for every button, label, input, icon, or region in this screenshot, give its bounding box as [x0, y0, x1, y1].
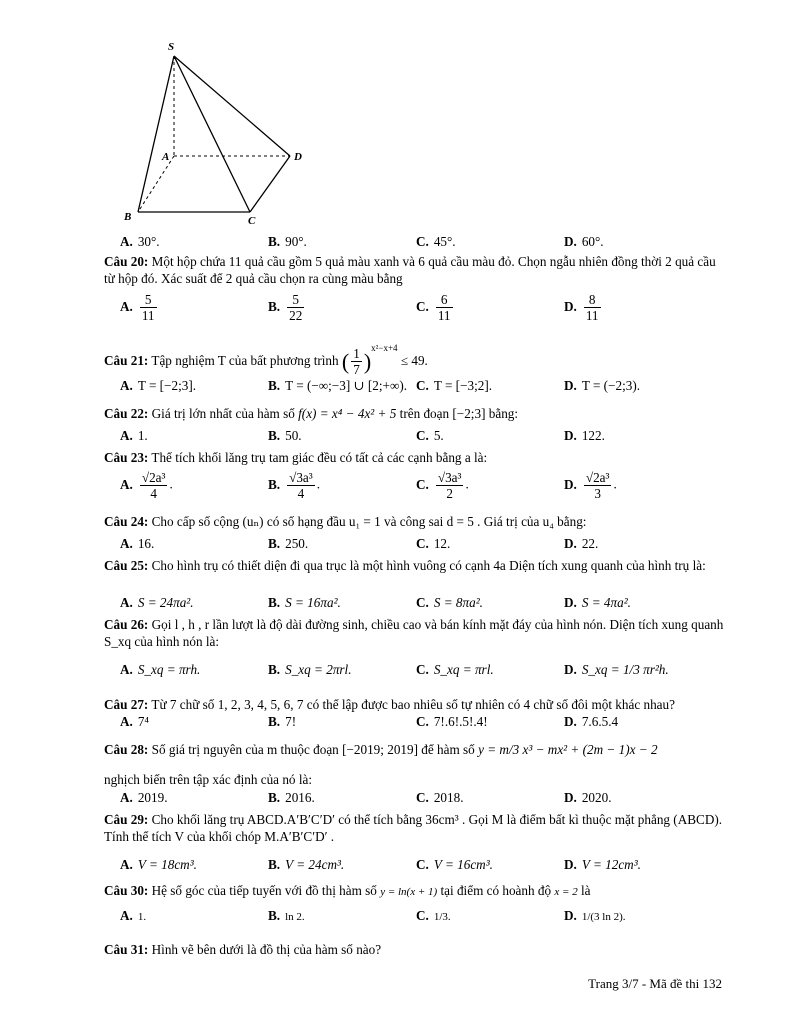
- question-23: Câu 23: Thể tích khối lăng trụ tam giác đều có tất cả các cạnh bằng a là:: [104, 450, 488, 465]
- q29-options: A. V = 18cm³. B. V = 24cm³. C. V = 16cm³. D. V = 12cm³.: [120, 857, 641, 872]
- q28-options: A. 2019. B. 2016. C. 2018. D. 2020.: [120, 790, 612, 805]
- question-22: Câu 22: Giá trị lớn nhất của hàm số f(x) = x⁴ − 4x² + 5 trên đoạn [−2;3] bằng:: [104, 406, 519, 421]
- question-28: Câu 28: Số giá trị nguyên của m thuộc đoạn [−2019; 2019] để hàm số y = m/3 x³ − mx² + (2m − 1)x − 2: [104, 742, 658, 757]
- label-a: A: [162, 151, 170, 163]
- q20-options: A. $\frac{5}{11}$ B. $\frac{5}{22}$ C. $\frac{6}{11}$ D. $\frac{8}{11}$: [120, 292, 599, 323]
- q26-options: A. S_xq = πrh. B. S_xq = 2πrl. C. S_xq = πrl. D. S_xq = 1/3 πr²h.: [120, 662, 669, 677]
- question-20: Câu 20: Một hộp chứa 11 quả cầu gồm 5 quả màu xanh và 6 quả cầu màu đỏ. Chọn ngẫu nhiên đồng thời 2 quả cầu từ hộp đó. Xác suất để 2 quả cầu chọn ra cùng màu bằng: [104, 254, 716, 286]
- question-27: Câu 27: Từ 7 chữ số 1, 2, 3, 4, 5, 6, 7 có thể lập được bao nhiêu số tự nhiên có 4 chữ số đôi một khác nhau?: [104, 697, 675, 712]
- label-d: D: [294, 151, 302, 163]
- option-d: D. 60°.: [564, 234, 604, 249]
- q22-options: A. 1. B. 50. C. 5. D. 122.: [120, 428, 605, 443]
- option-b: B. 90°.: [268, 234, 307, 249]
- page-footer: Trang 3/7 - Mã đề thi 132: [588, 976, 722, 991]
- q24-options: A. 16. B. 250. C. 12. D. 22.: [120, 536, 599, 551]
- pyramid-figure: [110, 36, 320, 226]
- question-26: Câu 26: Gọi l , h , r lần lượt là độ dài đường sinh, chiều cao và bán kính mặt đáy của hình nón. Diện tích xung quanh S_xq của hình nón là:: [104, 617, 724, 649]
- q27-options: A. 7⁴ B. 7! C. 7!.6!.5!.4! D. 7.6.5.4: [120, 714, 619, 729]
- question-29: Câu 29: Cho khối lăng trụ ABCD.A′B′C′D′ có thể tích bằng 36cm³ . Gọi M là điểm bất kì thuộc mặt phẳng (ABCD). Tính thể tích V của khối chóp M.A′B′C′D′ .: [104, 812, 723, 844]
- q30-options: A. 1. B. ln 2. C. 1/3. D. 1/(3 ln 2).: [120, 908, 626, 923]
- question-24: Câu 24: Cho cấp số cộng (uₙ) có số hạng đầu u₁ = 1 và công sai d = 5 . Giá trị của u₄ bằng:: [104, 514, 587, 529]
- question-30: Câu 30: Hệ số góc của tiếp tuyến với đồ thị hàm số y = ln(x + 1) tại điểm có hoành độ x = 2 là: [104, 883, 591, 898]
- question-21: Câu 21: Tập nghiệm T của bất phương trình ( $\frac{1}{7}$ )$^{x^2-x+4}$ ≤ 49.: [104, 343, 428, 378]
- question-31: Câu 31: Hình vẽ bên dưới là đồ thị của hàm số nào?: [104, 942, 382, 957]
- option-a: A. 30°.: [120, 234, 160, 249]
- question-25: Câu 25: Cho hình trụ có thiết diện đi qua trục là một hình vuông có cạnh 4a Diện tích xung quanh của hình trụ là:: [104, 558, 706, 573]
- label-c: C: [248, 215, 256, 226]
- q23-options: A. $\frac{\text{√2a³}}{4}$ . B. $\frac{\text{√3a³}}{4}$ . C. $\frac{\text{√3a³}}{2}$ . D. $\frac{\text{√2a³}}{3}$ .: [120, 470, 617, 501]
- label-s: S: [168, 41, 175, 53]
- question-28-cont: nghịch biến trên tập xác định của nó là:: [104, 772, 312, 787]
- q19-options: [120, 234, 730, 256]
- q25-options: A. S = 24πa². B. S = 16πa². C. S = 8πa². D. S = 4πa².: [120, 595, 631, 610]
- q21-options: A. T = [−2;3]. B. T = (−∞;−3] ∪ [2;+∞). C. T = [−3;2]. D. T = (−2;3).: [120, 378, 641, 393]
- label-b: B: [124, 211, 132, 223]
- option-c: C. 45°.: [416, 234, 456, 249]
